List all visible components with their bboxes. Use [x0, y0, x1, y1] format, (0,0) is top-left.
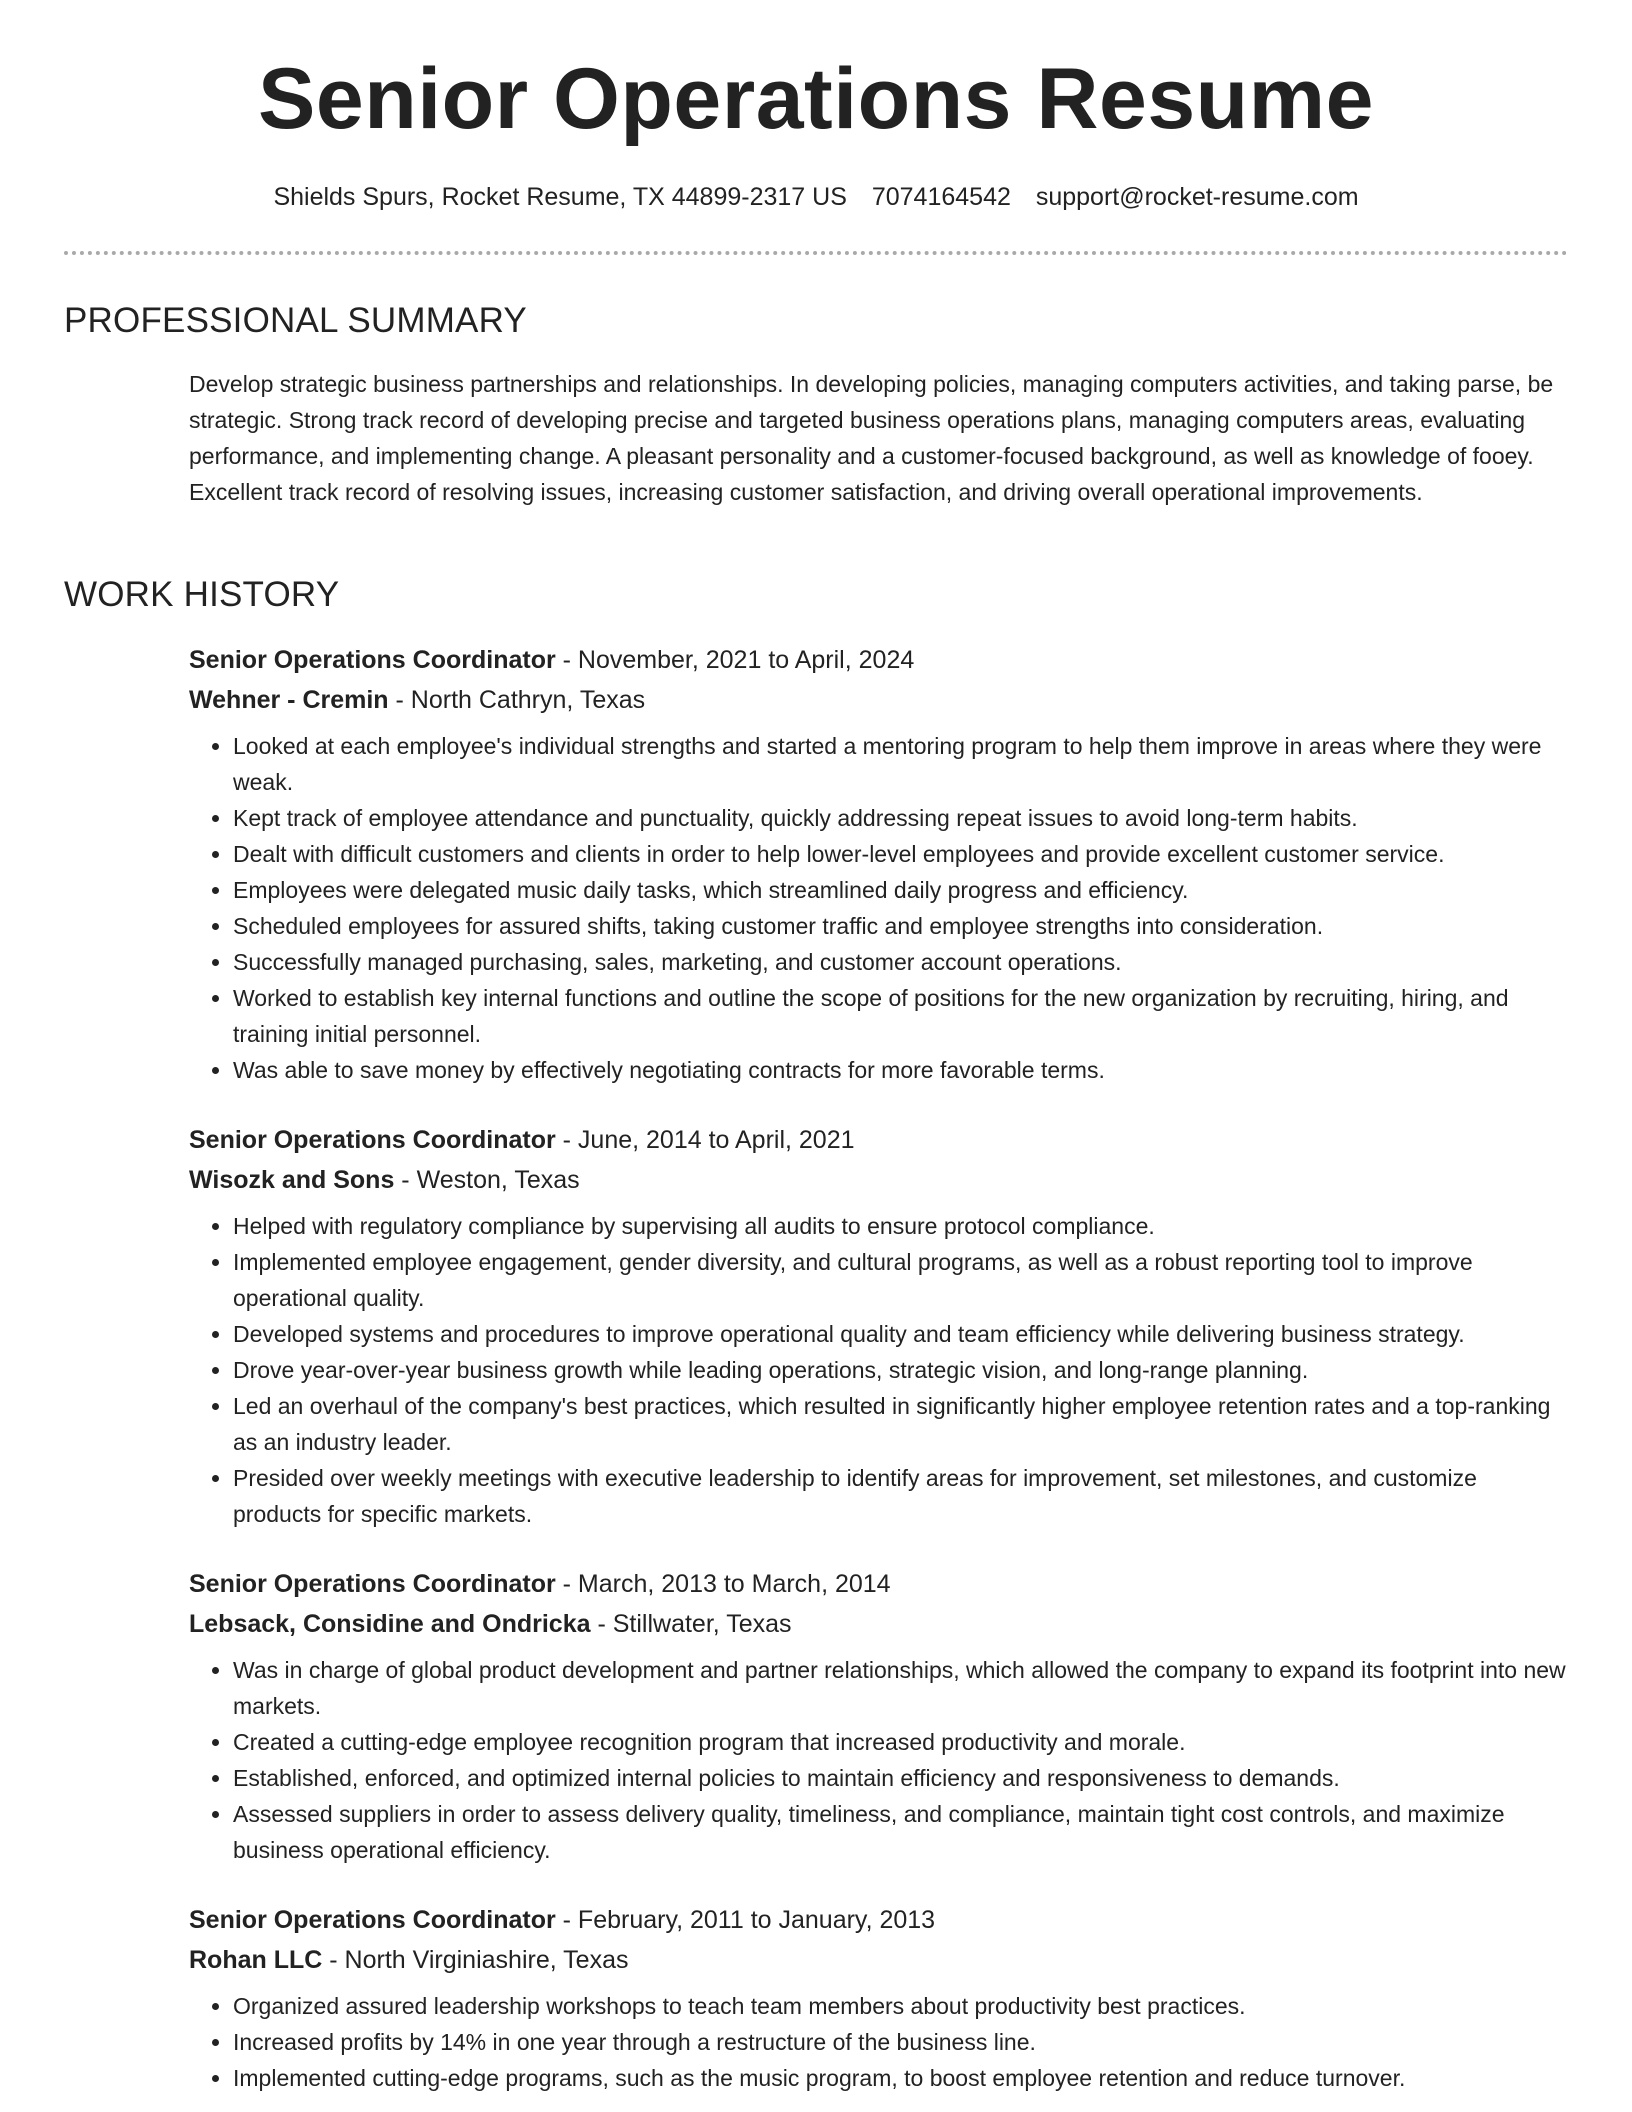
- job-bullet: • Established, enforced, and optimized internal policies to maintain efficiency and responsiveness to demands.: [233, 1760, 1569, 1796]
- professional-summary-heading: PROFESSIONAL SUMMARY: [64, 301, 527, 340]
- job-location: - Weston, Texas: [394, 1166, 580, 1194]
- job-title: Senior Operations Coordinator: [189, 1126, 556, 1154]
- contact-address: Shields Spurs, Rocket Resume, TX 44899-2317 US: [273, 183, 847, 211]
- job-bullet: • Scheduled employees for assured shifts, taking customer traffic and employee strengths into consideration.: [233, 908, 1569, 944]
- job-bullet: • Was in charge of global product development and partner relationships, which allowed the company to expand its footprint into new markets.: [233, 1652, 1569, 1724]
- job-bullets: [189, 728, 1569, 1088]
- job-title-line: [189, 640, 1569, 680]
- job-bullet: • Developed systems and procedures to improve operational quality and team efficiency while delivering business strategy.: [233, 1316, 1569, 1352]
- job-bullet: • Organized assured leadership workshops to teach team members about productivity best practices.: [233, 1988, 1569, 2024]
- job-dates: - February, 2011 to January, 2013: [555, 1906, 936, 1934]
- job-bullet: • Kept track of employee attendance and punctuality, quickly addressing repeat issues to avoid long-term habits.: [233, 800, 1569, 836]
- job-title-line: [189, 1120, 1569, 1160]
- job-entry: [189, 1900, 1569, 2096]
- job-title-line: [189, 1564, 1569, 1604]
- work-history-heading: WORK HISTORY: [64, 575, 340, 614]
- job-company-line: [189, 1604, 1569, 1644]
- job-bullet: • Presided over weekly meetings with executive leadership to identify areas for improvement, set milestones, and customize products for specific markets.: [233, 1460, 1569, 1532]
- contact-line: [0, 181, 1632, 214]
- job-title: Senior Operations Coordinator: [189, 1906, 556, 1934]
- header-divider: [64, 251, 1568, 255]
- job-bullet: • Created a cutting-edge employee recognition program that increased productivity and morale.: [233, 1724, 1569, 1760]
- work-history-list: [189, 640, 1569, 2112]
- job-title-line: [189, 1900, 1569, 1940]
- job-company: Wisozk and Sons: [189, 1166, 395, 1194]
- job-dates: - March, 2013 to March, 2014: [555, 1570, 891, 1598]
- job-bullets: [189, 1208, 1569, 1532]
- job-bullet: • Helped with regulatory compliance by supervising all audits to ensure protocol compliance.: [233, 1208, 1569, 1244]
- job-bullet: • Successfully managed purchasing, sales, marketing, and customer account operations.: [233, 944, 1569, 980]
- contact-phone: 7074164542: [871, 183, 1011, 211]
- job-company-line: [189, 680, 1569, 720]
- job-title: Senior Operations Coordinator: [189, 1570, 556, 1598]
- job-bullet: • Implemented employee engagement, gender diversity, and cultural programs, as well as a robust reporting tool to improve operational quality.: [233, 1244, 1569, 1316]
- job-bullet: • Increased profits by 14% in one year through a restructure of the business line.: [233, 2024, 1569, 2060]
- job-bullets: [189, 1988, 1569, 2096]
- job-dates: - June, 2014 to April, 2021: [555, 1126, 855, 1154]
- job-company: Rohan LLC: [189, 1946, 323, 1974]
- job-company-line: [189, 1940, 1569, 1980]
- job-dates: - November, 2021 to April, 2024: [555, 646, 915, 674]
- job-bullet: • Implemented cutting-edge programs, such as the music program, to boost employee retention and reduce turnover.: [233, 2060, 1569, 2096]
- resume-title: Senior Operations Resume: [258, 51, 1374, 147]
- job-bullet: • Looked at each employee's individual strengths and started a mentoring program to help them improve in areas where they were weak.: [233, 728, 1569, 800]
- job-location: - North Cathryn, Texas: [388, 686, 646, 714]
- job-company-line: [189, 1160, 1569, 1200]
- professional-summary-text: Develop strategic business partnerships and relationships. In developing policies, managing computers activities, and taking parse, be strategic. Strong track record of developing precise and targeted business operations plans, managing computers areas, evaluating performance, and implementing change. A pleasant personality and a customer-focused background, as well as knowledge of fooey. Excellent track record of resolving issues, increasing customer satisfaction, and driving overall operational improvements.: [189, 371, 1554, 505]
- job-bullet: • Was able to save money by effectively negotiating contracts for more favorable terms.: [233, 1052, 1569, 1088]
- job-bullet: • Employees were delegated music daily tasks, which streamlined daily progress and efficiency.: [233, 872, 1569, 908]
- job-entry: [189, 1120, 1569, 1532]
- job-location: - Stillwater, Texas: [590, 1610, 792, 1638]
- contact-email: support@rocket-resume.com: [1035, 183, 1359, 211]
- job-company: Wehner - Cremin: [189, 686, 389, 714]
- job-bullet: • Dealt with difficult customers and clients in order to help lower-level employees and provide excellent customer service.: [233, 836, 1569, 872]
- job-entry: [189, 640, 1569, 1088]
- job-entry: [189, 1564, 1569, 1868]
- job-bullet: • Led an overhaul of the company's best practices, which resulted in significantly higher employee retention rates and a top-ranking as an industry leader.: [233, 1388, 1569, 1460]
- job-bullet: • Drove year-over-year business growth while leading operations, strategic vision, and long-range planning.: [233, 1352, 1569, 1388]
- job-bullets: [189, 1652, 1569, 1868]
- job-title: Senior Operations Coordinator: [189, 646, 556, 674]
- job-bullet: • Worked to establish key internal functions and outline the scope of positions for the new organization by recruiting, hiring, and training initial personnel.: [233, 980, 1569, 1052]
- job-bullet: • Assessed suppliers in order to assess delivery quality, timeliness, and compliance, maintain tight cost controls, and maximize business operational efficiency.: [233, 1796, 1569, 1868]
- job-location: - North Virginiashire, Texas: [322, 1946, 629, 1974]
- job-company: Lebsack, Considine and Ondricka: [189, 1610, 591, 1638]
